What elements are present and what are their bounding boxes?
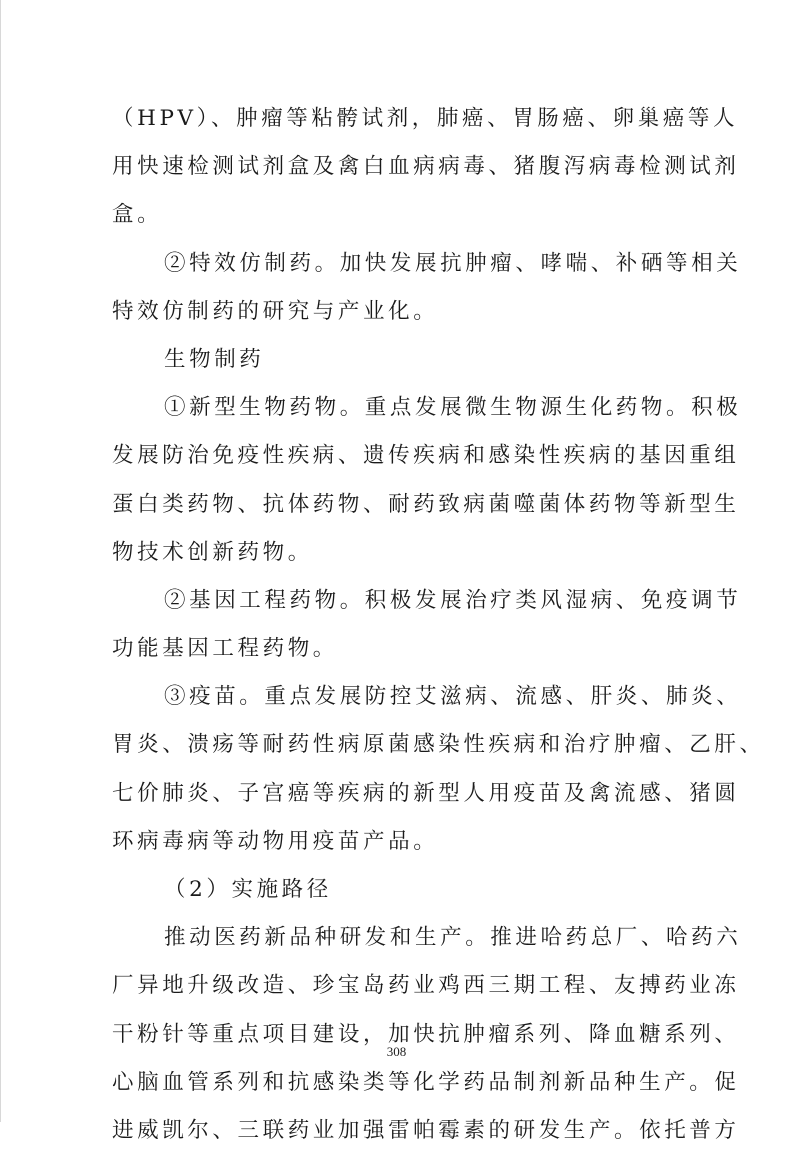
text-line: 干粉针等重点项目建设，加快抗肿瘤系列、降血糖系列、 xyxy=(112,1021,740,1047)
text-line: ②基因工程药物。积极发展治疗类风湿病、免疫调节 xyxy=(164,587,742,613)
text-line: 物技术创新药物。 xyxy=(112,539,313,565)
text-line: 胃炎、溃疡等耐药性病原菌感染性疾病和治疗肿瘤、乙肝、 xyxy=(112,732,765,758)
text-line: ②特效仿制药。加快发展抗肿瘤、哮喘、补硒等相关 xyxy=(164,250,742,276)
text-line: 心脑血管系列和抗感染类等化学药品制剂新品种生产。促 xyxy=(112,1069,740,1095)
text-line: 蛋白类药物、抗体药物、耐药致病菌噬菌体药物等新型生 xyxy=(112,491,740,517)
text-line: 发展防治免疫性疾病、遗传疾病和感染性疾病的基因重组 xyxy=(112,443,740,469)
body-text xyxy=(112,95,765,1155)
text-line: 环病毒病等动物用疫苗产品。 xyxy=(112,828,439,854)
text-line: 七价肺炎、子宫癌等疾病的新型人用疫苗及禽流感、猪圆 xyxy=(112,780,740,806)
text-line: 推动医药新品种研发和生产。推进哈药总厂、哈药六 xyxy=(164,925,742,951)
text-line: 用快速检测试剂盒及禽白血病病毒、猪腹泻病毒检测试剂 xyxy=(112,154,740,180)
page-left-border xyxy=(0,0,1,1122)
section-heading: 生物制药 xyxy=(164,346,265,372)
section-heading: （2）实施路径 xyxy=(164,877,332,902)
text-line: 厂异地升级改造、珍宝岛药业鸡西三期工程、友搏药业冻 xyxy=(112,973,740,999)
page-number: 308 xyxy=(386,1044,407,1059)
text-line: 特效仿制药的研究与产业化。 xyxy=(112,298,439,324)
text-line: 盒。 xyxy=(112,202,163,228)
text-line: ①新型生物药物。重点发展微生物源生化药物。积极 xyxy=(164,395,742,421)
text-line: 进威凯尔、三联药业加强雷帕霉素的研发生产。依托普方 xyxy=(112,1117,740,1143)
text-line: ③疫苗。重点发展防控艾滋病、流感、肝炎、肺炎、 xyxy=(164,684,742,710)
text-line: 功能基因工程药物。 xyxy=(112,636,338,662)
text-line: （HPV）、肿瘤等粘骻试剂，肺癌、胃肠癌、卵巢癌等人 xyxy=(112,106,739,131)
